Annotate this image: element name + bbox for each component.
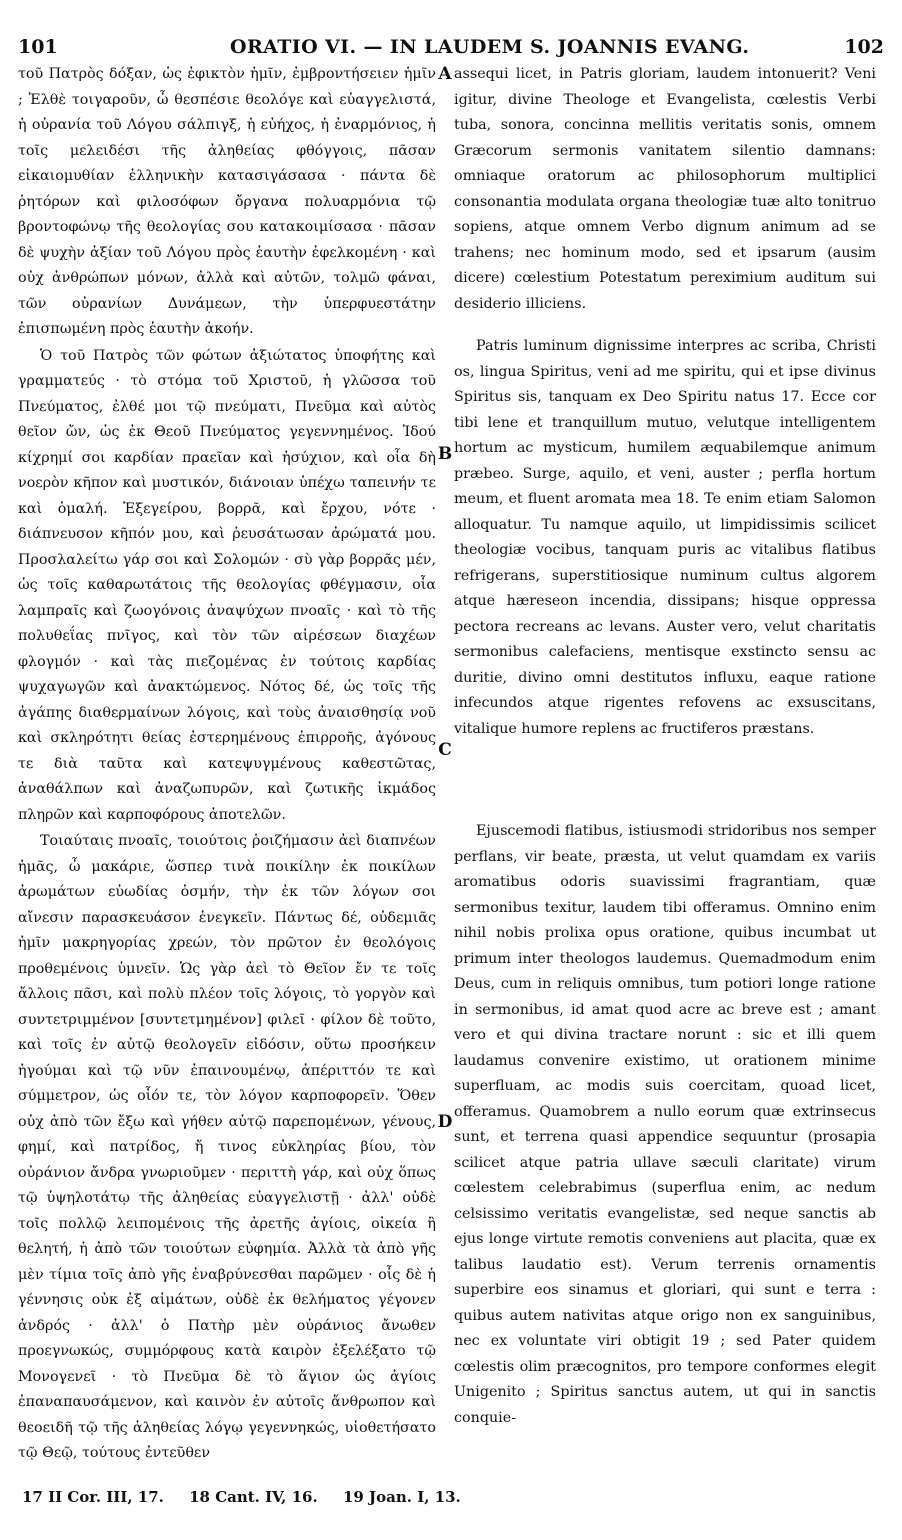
page-number-left: 101 [18,36,58,58]
running-header [0,6,902,66]
footnotes [22,1488,481,1506]
greek-paragraph-2: Ὁ τοῦ Πατρὸς τῶν φώτων ἀξιώτατος ὑποφήτης καὶ γραμματεύς · τὸ στόμα τοῦ Χριστοῦ, ἡ γλῶσσα τοῦ Πνεύματος, ἐλθέ μοι τῷ πνεύματι, Πνεῦμα καὶ αὐτὸς θεῖον ὤν, ὡς ἐκ Θεοῦ Πνεύματος γεγεννημένος. Ἰδού κίχρημί σοι καρδίαν πραεῖαν καὶ ἡσύχιον, καὶ οἷα δὴ νοερὸν κῆπον καὶ μυστικόν, διάνοιαν ὑπέχω ταπεινήν τε καὶ ὁμαλή. Ἐξεγείρου, βορρᾶ, καὶ ἔρχου, νότε · διάπνευσον κῆπόν μου, καὶ ῥευσάτωσαν ἀρώματά μου. Προσλαλείτω γάρ σοι καὶ Σολομών · σὺ γὰρ βορρᾶς μέν, ὡς τοῖς καθαρωτάτοις τῆς θεολογίας φθέγμασιν, οἷα λαμπραῖς καὶ ζωογόνοις ἀναψύχων πνοαῖς · καὶ τὸ τῆς πολυθεΐας πνῖγος, καὶ τὸν τῶν αἱρέσεων διαχέων φλογμόν · καὶ τὰς πιεζομένας ἐν τούτοις καρδίας ψυχαγωγῶν καὶ ἀνακτώμενος. Νότος δέ, ὡς τοῖς τῆς ἀγάπης διαθερμαίνων λόγοις, καὶ τοὺς ἀναισθησίᾳ νοῦ καὶ σκληρότητι θείας ἐστερημένους ἐπιρροῆς, ἀγόνους τε διὰ ταῦτα καὶ κατεψυγμένους καθεστῶτας, ἀναθάλπων καὶ ἀναζωπυρῶν, καὶ ζωτικῆς ἰκμάδος πληρῶν καὶ καρποφόρους ἀποτελῶν. [18,347,436,823]
footnote-17: 17 II Cor. III, 17. [22,1488,164,1506]
section-marker-b: B [437,444,453,464]
latin-column [454,62,876,1431]
latin-paragraph-3: Ejuscemodi flatibus, istiusmodi stridoribus nos semper perflans, vir beate, præsta, ut velut quamdam ex variis aromatibus odoris suavissimi fragrantiam, quæ sermonibus texitur, laudem tibi offeramus. Omnino enim nihil nobis prolixa opus oratione, quibus incumbat ut primum inter theologos laudemus. Quemadmodum enim Deus, cum in reliquis omnibus, tum potiori longe ratione in sermonibus, id amat quod acre ac breve est ; amant vero et qui divina tractare norunt : sic et illi quem laudamus convenire existimo, ut orationem minime superfluam, ac modis suis coercitam, quoad licet, offeramus. Quamobrem a nullo eorum quæ extrinsecus sunt, et terrena quasi appendice sequuntur (prosapia scilicet atque patria ullave sæculi claritate) virum cœlestem celebrabimus (superflua enim, ac nedum celsissimo veritatis evangelistæ, sed neque sanctis ab ejus longe virtute remotis conveniens aut placita, quæ ex talibus laudatio est). Verum terrenis ornamentis superbire eos sinamus et gloriari, qui sunt e terra : quibus autem nativitas atque origo non ex sanguinibus, nec ex voluntate viri obtigit 19 ; sed Pater quidem cœlestis olim præcognitos, pro tempore conformes elegit Unigenito ; Spiritus sanctus autem, ut qui in sanctis conquie- [454,823,876,1426]
greek-paragraph-1: τοῦ Πατρὸς δόξαν, ὡς ἐφικτὸν ἡμῖν, ἐμβροντήσειεν ἡμῖν ; Ἐλθὲ τοιγαροῦν, ὦ θεσπέσιε θεολόγε καὶ εὐαγγελιστά, ἡ οὐρανία τοῦ Λόγου σάλπιγξ, ἡ εὐήχος, ἡ ἐναρμόνιος, ἡ τοῖς μελειδέσι τῆς ἀληθείας φθόγγοις, πᾶσαν εἰκαιομυθίαν ἑλληνικὴν κατασιγάσασα · πάντα δὲ ῥητόρων καὶ φιλοσόφων ὄργανα πολυαρμόνια τῷ βροντοφώνῳ τῆς θεολογίας σου κατακοιμίσασα · πᾶσαν δὲ ψυχὴν ἀξίαν τοῦ Λόγου πρὸς ἑαυτὴν ἐφελκομένη · καὶ οὐχ ἀνθρώπων μόνων, ἀλλὰ καὶ αὐτῶν, τολμῶ φάναι, τῶν οὐρανίων Δυνάμεων, τὴν ὑπερφυεστάτην ἐπισπωμένη πρὸς ἑαυτὴν ἀκοήν. [18,66,436,337]
running-title: ORATIO VI. — IN LAUDEM S. JOANNIS EVANG. [230,36,750,58]
section-marker-a: A [438,64,452,84]
section-marker-c: C [438,740,452,760]
latin-paragraph-2: Patris luminum dignissime interpres ac scriba, Christi os, lingua Spiritus, veni ad me spiritu, qui et ipse divinus Spiritus sis, tanquam ex Deo Spiritu natus 17. Ecce cor tibi lene et tranquillum mutuo, velutque intelligentem hortum ac mysticum, humilem æquabilemque animum præbeo. Surge, aquilo, et veni, auster ; perfla hortum meum, et fluent aromata mea 18. Te enim etiam Salomon alloquatur. Tu namque aquilo, ut limpidissimis scilicet theologiæ vocibus, tanquam puris ac vitalibus flatibus refrigerans, superstitiosique numinum cultus algorem atque hæreseon incendia, dissipans; hisque oppressa pectora recreans ac levans. Auster vero, velut charitatis sermonibus calefaciens, mentisque exstincto sensu ac duritie, divino omni destitutos influxu, eaque ratione infecundos atque rigentes refovens ac exsuscitans, vitalique humore replens ac fructiferos præstans. [454,338,876,737]
greek-column [18,62,436,1467]
footnote-19: 19 Joan. I, 13. [342,1488,461,1506]
greek-paragraph-3: Τοιαύταις πνοαῖς, τοιούτοις ῥοιζήμασιν ἀεὶ διαπνέων ἡμᾶς, ὦ μακάριε, ὥσπερ τινὰ ποικίλην ἐκ ποικίλων ἀρωμάτων εὐωδίας ὀσμήν, τὴν ἐκ τῶν λόγων σοι αἴνεσιν παρασκευάσον ἐνεγκεῖν. Πάντως δέ, οὐδεμιᾶς ἡμῖν μακρηγορίας χρεών, τὸν πρῶτον ἐν θεολόγοις προθεμένοις ὑμνεῖν. Ὡς γὰρ ἀεὶ τὸ Θεῖον ἔν τε τοῖς ἄλλοις πᾶσι, καὶ πολὺ πλέον τοῖς λόγοις, τὸ γοργὸν καὶ συντετριμμένον [συντετμημένον] φιλεῖ · φίλον δὲ τοῦτο, καὶ τοῖς ἐν αὐτῷ θεολογεῖν εἰδόσιν, οὕτω προσήκειν ἡγούμαι καὶ τῷ νῦν ἐπαινουμένῳ, ἀπέριττόν τε καὶ σύμμετρον, ὡς οἷόν τε, τὸν λόγον καρποφορεῖν. Ὅθεν οὐχ ἀπὸ τῶν ἔξω καὶ γήθεν αὐτῷ παρεπομένων, γένους, φημί, καὶ πατρίδος, ἤ τινος εὐκληρίας βίου, τὸν οὐράνιον ἄνδρα γνωριοῦμεν · περιττὴ γάρ, καὶ οὐχ ὅπως τῷ ὑψηλοτάτῳ τῆς ἀληθείας εὐαγγελιστῇ · ἀλλ' οὐδὲ τοῖς πολλῷ λειπομένοις τῆς ἀρετῆς ἁγίοις, οἰκεία ἢ θελητή, ἡ ἀπὸ τῶν τοιούτων εὐφημία. Ἀλλὰ τὰ ἀπὸ γῆς μὲν τίμια τοῖς ἀπὸ γῆς ἐναβρύνεσθαι παρῶμεν · οἷς δὲ ἡ γέννησις οὐκ ἐξ αἱμάτων, οὐδὲ ἐκ θελήματος γέγονεν ἀνδρός · ἀλλ' ὁ Πατὴρ μὲν οὐράνιος ἄνωθεν προεγνωκώς, συμμόρφους κατὰ καιρὸν ἐξελέξατο τῷ Μονογενεῖ · τὸ Πνεῦμα δὲ τὸ ἅγιον ὡς ἁγίοις ἐπαναπαυσάμενον, καὶ καινὸν ἐν αὐτοῖς ἄνθρωπον καὶ θεοειδῆ τῷ τῆς ἀληθείας λόγῳ γεγεννηκώς, υἱοθετήσατο τῷ Θεῷ, τούτους ἐντεῦθεν [18,833,436,1461]
section-marker-d: D [437,1112,453,1132]
page-number-right: 102 [844,36,884,58]
latin-paragraph-1: assequi licet, in Patris gloriam, laudem intonuerit? Veni igitur, divine Theologe et Evangelista, cœlestis Verbi tuba, sonora, concinna mellitis veritatis sonis, omnem Græcorum sermonis vanitatem silentio damnans: omniaque oratorum ac philosophorum multiplici consonantia modulata organa theologiæ tuæ alto tonitruo sopiens, atque omnem Verbo dignum animum ad se trahens; nec hominum modo, sed et ipsarum (ausim dicere) cœlestium Potestatum pereximium auditum sui desiderio illiciens. [454,66,876,312]
footnote-18: 18 Cant. IV, 16. [189,1488,318,1506]
